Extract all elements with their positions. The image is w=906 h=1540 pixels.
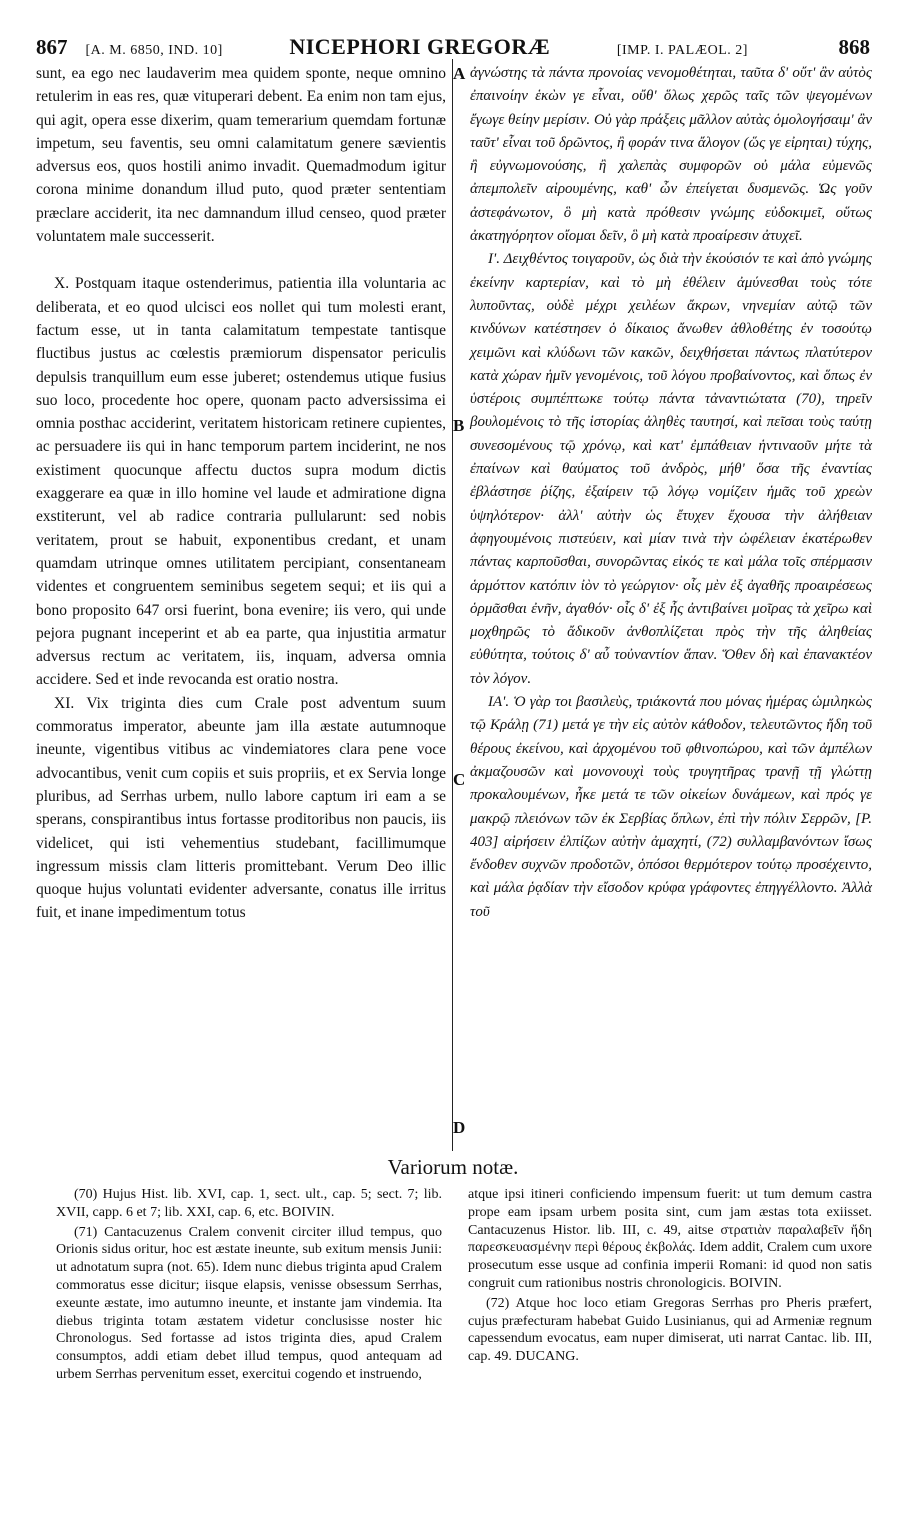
latin-column	[36, 62, 446, 925]
footnote: atque ipsi itineri conficiendo impensum fuerit: ut tum demum castra prope eam ipsam urbem posita sint, cum jam æstas tota exiisset. Cantacuzenus Histor. lib. III, c. 49, aitse στρατιὰν παραλαβεῖν ἤδη παρεσκευασμένην περὶ θέρους ἐκβολάς. Idem addit, Cralem cum uxore prosecutum esse usque ad confinia imperii Romani: id quod non satis congruit cum rationibus nostris chronologicis. BOIVIN.	[468, 1187, 872, 1291]
footnote: (72) Atque hoc loco etiam Gregoras Serrhas pro Pheris præfert, cujus præfecturam habebat Guido Lusinianus, qui ad Armeniæ regnum capessendum evocatus, eam nuper dimiserat, uti narrat Cantac. lib. III, cap. 49. DUCANG.	[468, 1295, 872, 1365]
greek-paragraph: Ι'. Δειχθέντος τοιγαροῦν, ὡς διὰ τὴν ἑκούσιόν τε καὶ ἀπὸ γνώμης ἐκείνην καρτερίαν, καὶ τὸ μὴ ἐθέλειν ἀμύνεσθαι τοὺς τότε λυποῦντας, οὐδὲ μέχρι χειλέων ἄκρων, νηνεμίαν αὐτῷ τῶν κινδύνων κατέστησεν ὁ δίκαιος ἄνωθεν ἀθλοθέτης ἐν τοσούτῳ χειμῶνι καὶ κλύδωνι τῶν κακῶν, δειχθήσεται πάντως πλατύτερον κατὰ χώραν ἡμῖν γενομένοις, τοῦ λόγου προβαίνοντος, καὶ ὅπως ἐν ὑστέροις συμπέπτωκε τούτῳ πάντα τἀναντιώτατα (70), τηρεῖν βουλομένοις τὸ τῆς ἱστορίας ἀληθὲς ταυτησί, καὶ πεῖσαι τοὺς ταύτῃ συνεσομένους τῷ χρόνῳ, καὶ κατ' ἐμπάθειαν ἡντιναοῦν μήτε τὰ ἐπαίνων καὶ θαύματος τοῦ ἀνδρὸς, μήθ' ὅσα τῆς ἐναντίας ἐβλάστησε ῥίζης, ἐξαίρειν τῷ λόγῳ νομίζειν ἡμᾶς τοῦ χρεὼν ὑψηλότερον· ἀλλ' αὐτὴν ὡς ἔτυχεν ἔχουσα τὴν ἀλήθειαν ἀφηγουμένοις πιστεύειν, καὶ μίαν τινὰ τὴν ὠφέλειαν ἑκατέρωθεν πάντας καρποῦσθαι, συνορῶντας εἰκός τε καὶ μάλα τοῖς σπέρμασιν ἁρμόττον κατόπιν ἰὸν τὸ γεώργιον· οἷς μὲν ἐξ ἀγαθῆς προαιρέσεως ὁρμᾶσθαι ἐνῆν, ἀγαθόν· οἷς δ' ἐξ ἧς ἀντιβαίνει μοῖρας τὰ χεῖρω καὶ μοχθηρῶς τὸ ἄδικοῦν ἀνθοπλίζεται πρὸς τὴν τῆς ἀληθείας εὐθύτητα, τούτοις δ' αὖ τοὐναντίον ἅπαν. Ὅθεν δὴ καὶ ἐπανακτέον τὸν λόγον.	[470, 251, 872, 687]
margin-letter-c: C	[453, 770, 466, 789]
margin-letter-b: B	[453, 416, 465, 435]
latin-paragraph: XI. Vix triginta dies cum Crale post adventum suum commoratus imperator, abeunte jam illa æstate autumnoque ineunte, vigentibus vitibus ac vindemiatores clara pene voce advocantibus, venit cum copiis et suis propriis, et ex Servia longe pluribus, ad Serrhas urbem, nullo labore captum iri eam a se sperans, conspirantibus intus fortasse proditoribus non paucis, iis videlicet, qui isti vehementius studebant, facillimumque ingressum missis clam litteris promittebant. Verum Deo illic quoque hujus voluntati evidenter adversante, conatus ille irritus fuit, et inane impedimentum totus	[36, 694, 446, 922]
margin-letter-d: D	[453, 1118, 466, 1137]
running-head-left: [A. M. 6850, IND. 10]	[85, 43, 223, 58]
page-number-left: 867	[36, 35, 68, 59]
latin-paragraph: X. Postquam itaque ostenderimus, patientia illa voluntaria ac deliberata, et eo quod ulcisci eos nollet qui tum molesti erant, factum esse, ut in tanta calamitatum tempestate tantisque fluctibus justus ac cœlestis præmiorum dispensator periculis depulsis tranquillum eum esse juberet; ostendemus utique fusius suo loco, procedente hoc opere, quonam pacto adversissima ei omnia posthac acciderint, veritatem historicam retinere cupientes, ac persuadere iis qui in hanc temporum partem inciderint, ne nos existiment quocunque affectu ductos supra modum dictis exaggerare ea quæ in illo homine vel laude et admiratione digna exstiterunt, vel ab radice contraria pullularunt: sed nobis veritatem, prout se habuit, exponentibus credant, et unam quamdam utrinque omnes utilitatem percipiant, consentaneam videntes et congruentem seminibus segetem sequi; et iis qui a bono proposito 647 orsi fuerint, bona evenire; iis vero, qui unde pejora pugnant inceperint et ab ea parte, qua injustitia armatur adversus rectum ac veritatem, iis, inquam, adversa omnia accidere. Sed et inde revocanda est oratio nostra.	[36, 275, 446, 689]
greek-column	[470, 62, 872, 924]
notes-right-column	[468, 1186, 872, 1366]
greek-paragraph: ἀγνώστης τὰ πάντα προνοίας νενομοθέτηται, ταῦτα δ' οὔτ' ἂν αὐτὸς ἐπαινοίην ἑκὼν γε εἶναι, οὔθ' ὅλως χερῶς ταῖς τῶν ψεγομένων ἔγωγε θείην μερίσιν. Οὐ γὰρ πράξεις μᾶλλον αὐτὰς ὁμολογήσαιμ' ἂν ταῦτ' εἶναι τοῦ δρῶντος, ἢ φοράν τινα ἄλογον (ὥς γε εἰρηται) τύχης, ἢ εὐγνωμονούσης, ἢ χαλεπὰς συμφορῶν οὐ μάλα εὐμενῶς ἀπεμπολεῖν αἱρουμένης, καθ' ὧν ἐπείγεται δυσμενῶς. Ὡς γοῦν ἀστεφάνωτον, ὃ μὴ κατὰ πρόθεσιν γνώμης εὐδοκιμεῖ, οὕτως ἀκατηγόρητον οἴομαι δεῖν, ὃ μὴ κατὰ προαίρεσιν ἀτυχεῖ.	[470, 65, 872, 245]
greek-paragraph: ΙΑ'. Ὁ γὰρ τοι βασιλεὺς, τριάκοντά που μόνας ἡμέρας ὡμιληκὼς τῷ Κράλῃ (71) μετά γε τὴν εἰς αὐτὸν κάθοδον, τελευτῶντος ἤδη τοῦ θέρους ἐκείνου, καὶ ἀρχομένου τοῦ φθινοπώρου, καὶ τῶν ἀμπέλων ἀκμαζουσῶν καὶ μονονουχὶ τοὺς τρυγητῆρας τρανῇ τῇ γλώττῃ προκαλουμένων, ἧκε μετά τε τῶν οἰκείων δυνάμεων, καὶ πρός γε μακρῷ πλειόνων τῶν ἐκ Σερβίας ὅπλων, ἐπὶ τὴν πόλιν Σερρῶν, [P. 403] αἱρήσειν ἐλπίζων αὐτὴν ἀμαχητί, (72) συλλαμβανόντων ἴσως ἔνδοθεν συχνῶν προδοτῶν, ὁπόσοι θερμότερον τούτῳ προσέχειντο, καὶ μάλα ῥᾳδίαν τὴν εἴσοδον κρύφα γράφοντες ἐπηγγέλλοντο. Ἀλλὰ τοῦ	[470, 694, 872, 920]
margin-letter-a: A	[453, 64, 466, 83]
page-title: NICEPHORI GREGORÆ	[289, 34, 551, 59]
notes-left-column	[56, 1186, 442, 1384]
footnote: (70) Hujus Hist. lib. XVI, cap. 1, sect. ult., cap. 5; sect. 7; lib. XVII, capp. 6 et 7; lib. XXI, cap. 6, etc. BOIVIN.	[56, 1187, 442, 1220]
column-divider	[452, 59, 453, 1151]
notes-title: Variorum notæ.	[387, 1155, 519, 1179]
latin-paragraph: sunt, ea ego nec laudaverim mea quidem sponte, neque omnino retulerim in eas res, quæ vituperari debent. Ea enim non tam ejus, qui agit, opera esse dixerim, quam temerarium quemdam fortunæ impetum, seu faventis, seu omni calamitatum genere sævientis adversus eos, quos hostili animo invadit. Quemadmodum igitur corona minime donandum illud puto, quod præter sententiam præclare acciderit, ita nec damnandum illud censeo, quod præter voluntatem male successerit.	[36, 65, 446, 246]
footnote: (71) Cantacuzenus Cralem convenit circiter illud tempus, quo Orionis sidus oritur, hoc est æstate ineunte, sub exitum mensis Junii: ut adnotatum supra (not. 65). Idem nunc diebus triginta apud Cralem commoratus esse dicitur; iisque elapsis, venisse obsessum Serrhas, exeunte æstate, imo autumno ineunte, et instante jam vindemia. Ita diebus triginta totam æstatem videtur conclusisse noster hic Chronologus. Sed fortasse ad istos triginta dies, apud Cralem consumptos, addi etiam debet illud tempus, quod antequam ad urbem Serrhas pervenitum esset, exercitui cogendo et instruendo,	[56, 1224, 442, 1382]
page-number-right: 868	[838, 35, 870, 59]
running-head-right: [IMP. I. PALÆOL. 2]	[616, 43, 748, 58]
page-header	[36, 34, 870, 62]
